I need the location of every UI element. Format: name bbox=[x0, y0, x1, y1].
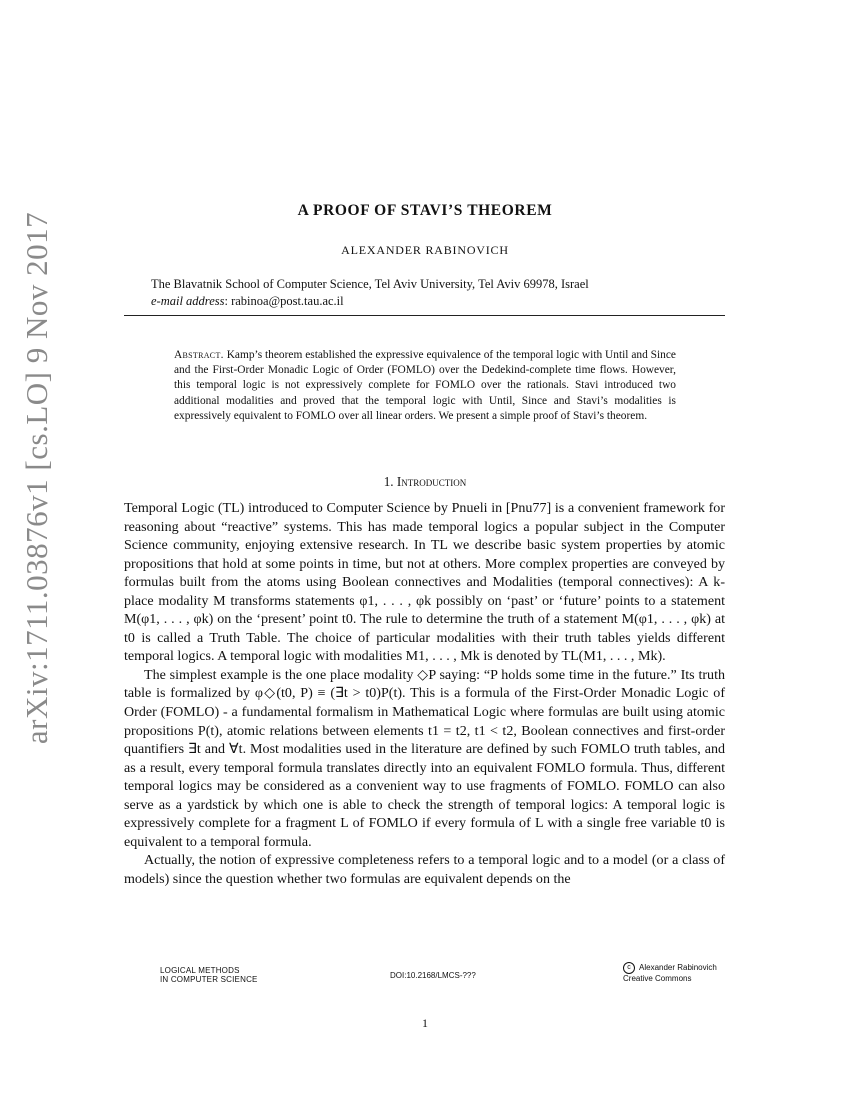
affiliation-block bbox=[151, 276, 751, 310]
abstract-text: Kamp’s theorem established the expressive equivalence of the temporal logic with Until and Since and the First-Order Monadic Logic of Order (FOMLO) over the Dedekind-complete time flows. However, this temporal logic is not expressively complete for FOMLO over the rationals. Stavi introduced two additional modalities and proved that the temporal logic with Until, Since and Stavi’s modalities is expressively equivalent to FOMLO over all linear orders. We present a simple proof of Stavi’s theorem. bbox=[174, 349, 676, 422]
paper-author: ALEXANDER RABINOVICH bbox=[341, 243, 509, 257]
abstract-block bbox=[174, 348, 676, 424]
section-number: 1. bbox=[383, 474, 397, 489]
arxiv-identifier-text: arXiv:1711.03876v1 [cs.LO] 9 Nov 2017 bbox=[19, 211, 54, 745]
email-line bbox=[151, 293, 751, 310]
abstract-label: Abstract. bbox=[174, 349, 224, 361]
email-address: : rabinoa@post.tau.ac.il bbox=[224, 294, 344, 308]
doi-text: DOI:10.2168/LMCS-??? bbox=[390, 971, 476, 980]
paper-title: A PROOF OF STAVI’S THEOREM bbox=[297, 202, 553, 219]
journal-line-1: LOGICAL METHODS bbox=[160, 966, 240, 975]
copyright-name: Alexander Rabinovich bbox=[639, 963, 717, 973]
journal-name bbox=[160, 966, 258, 984]
section-title: Introduction bbox=[396, 474, 467, 489]
license-text: Creative Commons bbox=[623, 974, 692, 983]
affiliation-text: The Blavatnik School of Computer Science, Tel Aviv University, Tel Aviv 69978, Israel bbox=[151, 277, 589, 291]
header-rule bbox=[124, 315, 725, 316]
copyright-icon: c bbox=[623, 962, 635, 974]
paragraph-1: Temporal Logic (TL) introduced to Computer Science by Pnueli in [Pnu77] is a convenient framework for reasoning about “reactive” systems. This has made temporal logics a popular subject in the Computer Science community, enjoying extensive research. In TL we describe basic system properties by atomic propositions that hold at some points in time, but not at others. More complex properties are conveyed by formulas built from the atoms using Boolean connectives and Modalities (temporal connectives): A k-place modality M transforms statements φ1, . . . , φk possibly on ‘past’ or ‘future’ points to a statement M(φ1, . . . , φk) on the ‘present’ point t0. The rule to determine the truth of a statement M(φ1, . . . , φk) at t0 is called a Truth Table. The choice of particular modalities with their truth tables yields different temporal logics. A temporal logic with modalities M1, . . . , Mk is denoted by TL(M1, . . . , Mk). bbox=[124, 500, 725, 665]
paragraph-2: The simplest example is the one place modality ◇P saying: “P holds some time in the future.” Its truth table is formalized by φ◇(t0, P) ≡ (∃t > t0)P(t). This is a formula of the First-Order Monadic Logic of Order (FOMLO) - a fundamental formalism in Mathematical Logic where formulas are built using atomic propositions P(t), atomic relations between elements t1 = t2, t1 < t2, Boolean connectives and first-order quantifiers ∃t and ∀t. Most modalities used in the literature are defined by such FOMLO truth tables, and as a result, every temporal formula translates directly into an equivalent FOMLO formula. Thus, different temporal logics may be considered as a convenient way to use fragments of FOMLO. FOMLO can also serve as a yardstick by which one is able to check the strength of temporal logics: A temporal logic is expressively complete for a fragment L of FOMLO if every formula of L with a single free variable t0 is equivalent to a temporal formula. bbox=[124, 666, 725, 850]
journal-line-2: IN COMPUTER SCIENCE bbox=[160, 975, 258, 984]
page-number: 1 bbox=[422, 1016, 428, 1030]
paragraph-3: Actually, the notion of expressive completeness refers to a temporal logic and to a model (or a class of models) since the question whether two formulas are equivalent depends on the bbox=[124, 852, 725, 887]
section-heading bbox=[0, 474, 850, 490]
copyright-block bbox=[623, 962, 717, 984]
email-label: e-mail address bbox=[151, 294, 225, 308]
body-text bbox=[124, 499, 725, 888]
